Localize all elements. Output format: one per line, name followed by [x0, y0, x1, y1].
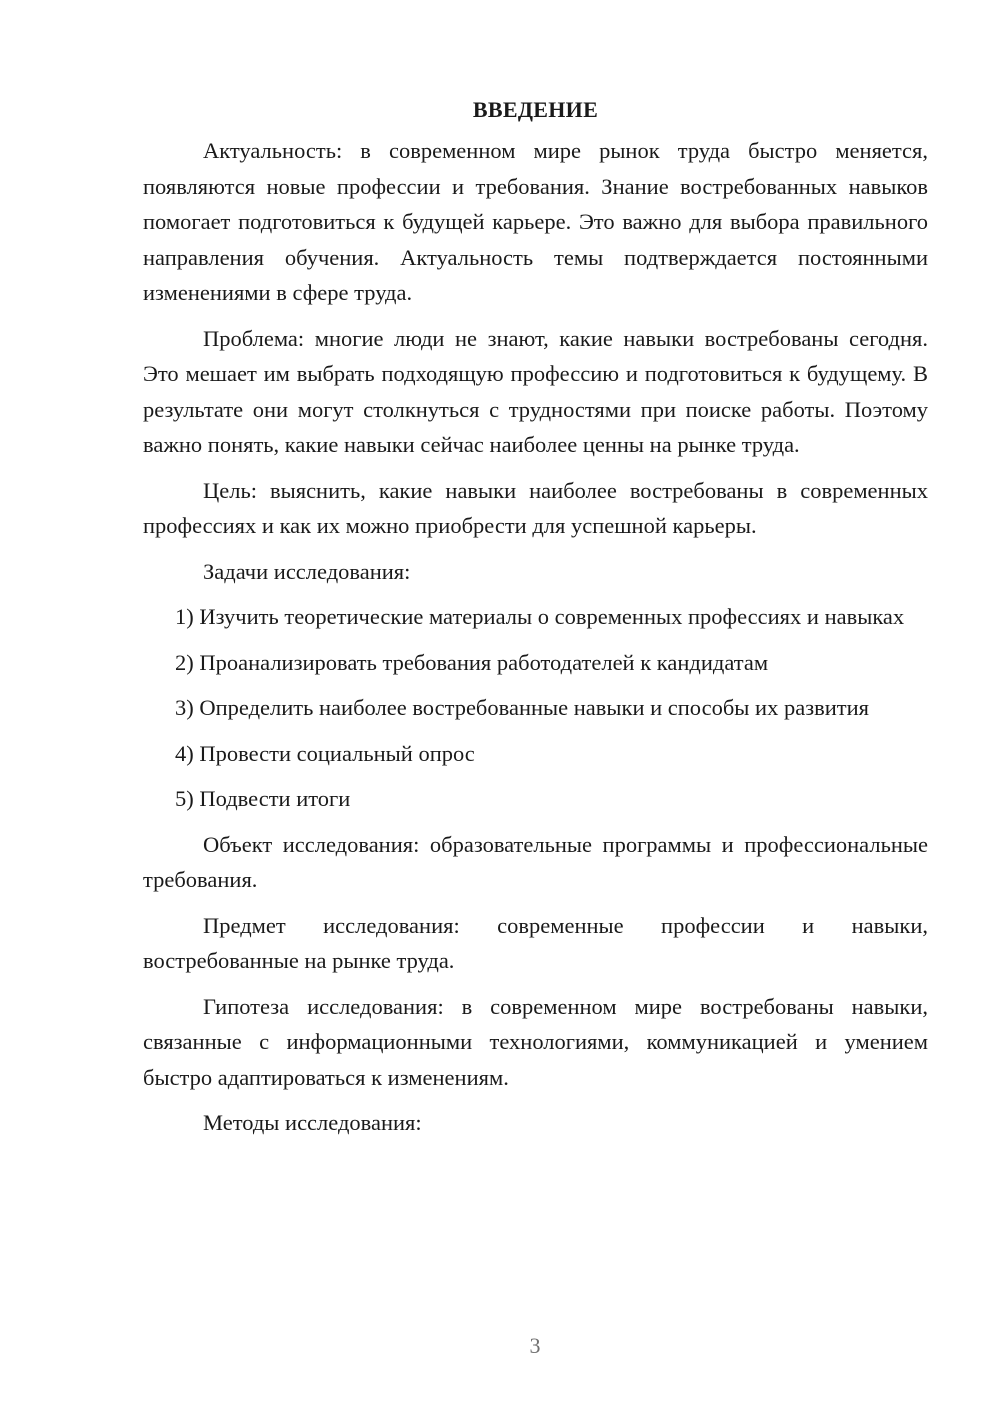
task-item-3: 3) Определить наиболее востребованные навыки и способы их развития [175, 695, 869, 720]
problem-paragraph: Проблема: многие люди не знают, какие навыки востребованы сегодня. Это мешает им выбрать подходящую профессию и подготовиться к будущему. В результате они могут столкнуться с трудностями при поиске работы. Поэтому важно понять, какие навыки сейчас наиболее ценны на рынке труда. [143, 325, 928, 457]
task-item-1: 1) Изучить теоретические материалы о современных профессиях и навыках [175, 604, 905, 629]
task-item-2: 2) Проанализировать требования работодателей к кандидатам [175, 649, 769, 675]
goal-paragraph: Цель: выяснить, какие навыки наиболее востребованы в современных профессиях и как их можно приобрести для успешной карьеры. [143, 477, 928, 538]
task-item-4: 4) Провести социальный опрос [175, 740, 475, 766]
object-paragraph: Объект исследования: образовательные программы и профессиональные требования. [143, 831, 928, 892]
section-title: ВВЕДЕНИЕ [472, 97, 599, 122]
tasks-heading: Задачи исследования: [203, 558, 411, 584]
methods-heading: Методы исследования: [203, 1110, 422, 1135]
hypothesis-paragraph: Гипотеза исследования: в современном мире востребованы навыки, связанные с информационными технологиями, коммуникацией и умением быстро адаптироваться к изменениям. [143, 993, 928, 1090]
task-item-5: 5) Подвести итоги [175, 786, 351, 811]
relevance-paragraph: Актуальность: в современном мире рынок труда быстро меняется, появляются новые профессии и требования. Знание востребованных навыков помогает подготовиться к будущей карьере. Это важно для выбора правильного направления обучения. Актуальность темы подтверждается постоянными изменениями в сфере труда. [143, 138, 928, 305]
subject-paragraph: Предмет исследования: современные профессии и навыки, востребованные на рынке труда. [143, 912, 928, 973]
page-content [143, 92, 928, 1151]
page-number: 3 [529, 1333, 541, 1358]
